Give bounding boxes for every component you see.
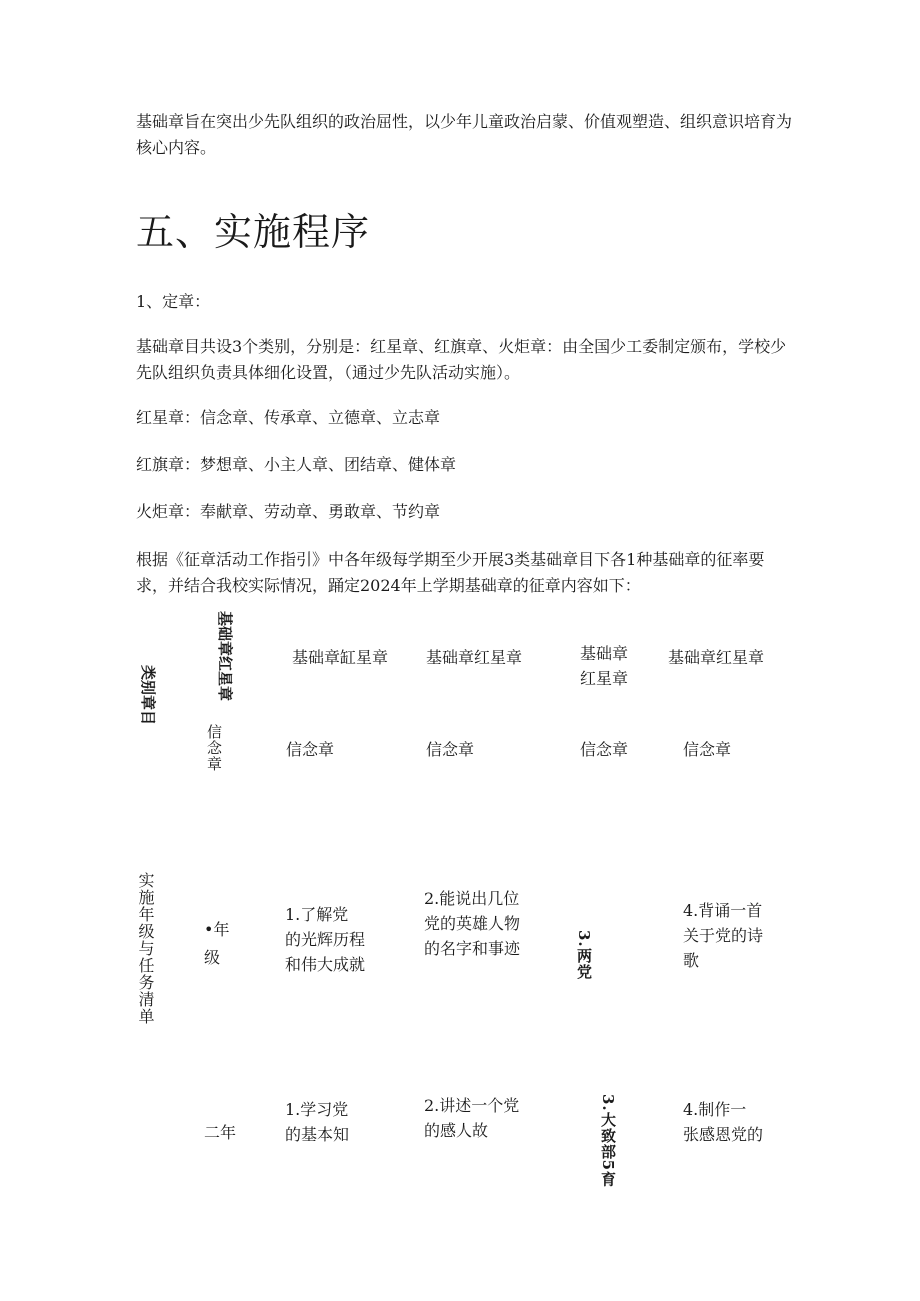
categories-paragraph: 基础章目共设3个类别，分别是：红星章、红旗章、火炬章：由全国少工委制定颁布，学校少先队组织负责具体细化设置，（通过少先队活动实施）。 bbox=[136, 337, 787, 382]
table-sub-col1: 信念章 bbox=[286, 740, 335, 759]
table-header-col4: 基础章红星章 bbox=[668, 648, 765, 667]
grade2-task3: 3.大致部5育 bbox=[599, 1094, 617, 1188]
guide-paragraph: 根据《征章活动工作指引》中各年级每学期至少开展3类基础章目下各1种基础章的征率要求，并结合我校实际情况，踊定2024年上学期基础章的征章内容如下： bbox=[136, 550, 765, 595]
red-star-list: 红星章：信念章、传承章、立德章、立志章 bbox=[136, 408, 441, 427]
red-flag-list: 红旗章：梦想章、小主人章、团结章、健体章 bbox=[136, 455, 457, 474]
grade2-label: 二年 bbox=[204, 1123, 237, 1142]
table-sub-col3: 信念章 bbox=[580, 740, 629, 759]
grade2-task4: 4.制作一 张感恩党的 bbox=[683, 1100, 764, 1144]
table-left-label: 实施年级与任务清单 bbox=[136, 872, 155, 1025]
torch-list: 火炬章：奉献章、劳动章、勇敢章、节约章 bbox=[136, 502, 441, 521]
table-category-label: 类别章目 bbox=[139, 664, 158, 726]
grade2-task2: 2.讲述一个党 的感人故 bbox=[424, 1096, 520, 1140]
grade1-label: •年 级 bbox=[204, 920, 230, 967]
table-header-rotated: 基础章红星章 bbox=[216, 610, 235, 702]
grade1-task2: 2.能说出几位 党的英雄人物 的名字和事迹 bbox=[424, 889, 521, 958]
table-header-col3: 基础章 红星章 bbox=[580, 644, 629, 688]
grade1-task3: 3.两党 bbox=[575, 930, 593, 980]
grade1-task1: 1.了解党 的光辉历程 和伟大成就 bbox=[285, 905, 366, 974]
intro-paragraph: 基础章旨在突出少先队组织的政治屈性，以少年儿童政治启蒙、价值观塑造、组织意识培育为核心内容。 bbox=[136, 112, 793, 157]
grade1-task4: 4.背诵一首 关于党的诗 歌 bbox=[683, 901, 764, 970]
table-header-col1: 基础章缸星章 bbox=[292, 648, 389, 667]
table-sub-col4: 信念章 bbox=[683, 740, 732, 759]
table-header-col2: 基础章红星章 bbox=[426, 648, 523, 667]
table-sub-col2: 信念章 bbox=[426, 740, 475, 759]
table-sub-rotated: 信念章 bbox=[205, 724, 223, 772]
section-heading: 五、实施程序 bbox=[136, 210, 371, 254]
grade2-task1: 1.学习党 的基本知 bbox=[285, 1100, 350, 1144]
step-title: 1、定章： bbox=[136, 292, 211, 311]
